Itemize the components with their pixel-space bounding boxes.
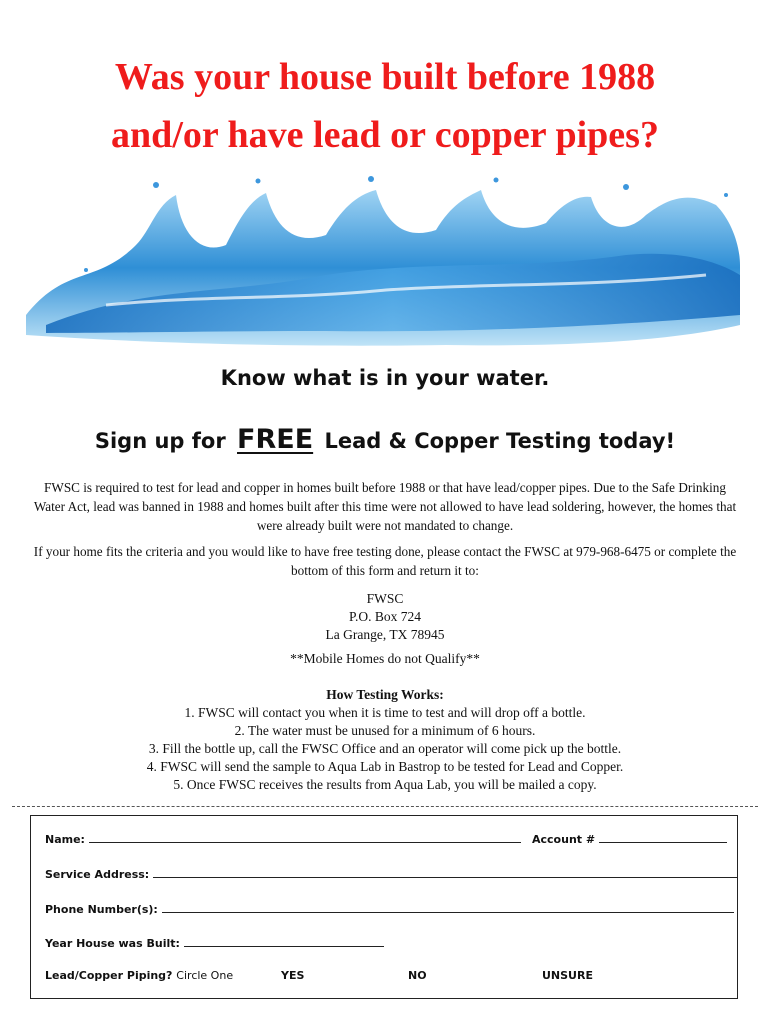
phone-field[interactable]	[162, 902, 734, 913]
mobile-homes-note: **Mobile Homes do not Qualify**	[290, 651, 480, 666]
option-no[interactable]: NO	[408, 969, 427, 982]
option-yes[interactable]: YES	[281, 969, 305, 982]
address-line-3: La Grange, TX 78945	[325, 627, 445, 642]
signup-after: Lead & Copper Testing today!	[324, 429, 676, 453]
signup-before: Sign up for	[94, 429, 226, 453]
droplet	[724, 193, 728, 197]
droplet	[494, 178, 499, 183]
year-field[interactable]	[184, 936, 384, 947]
how-testing-title: How Testing Works:	[326, 687, 444, 702]
account-label: Account #	[532, 833, 596, 846]
free-label: FREE	[237, 424, 314, 455]
service-address-row	[45, 867, 737, 881]
name-label: Name:	[45, 833, 85, 846]
step-item: 4. FWSC will send the sample to Aqua Lab in Bastrop to be tested for Lead and Copper.	[146, 759, 624, 774]
droplet	[153, 182, 159, 188]
address-line-1: FWSC	[366, 591, 404, 606]
year-row	[45, 936, 384, 950]
step-item: 1. FWSC will contact you when it is time to test and will drop off a bottle.	[184, 705, 586, 720]
step-item: 5. Once FWSC receives the results from Aqua Lab, you will be mailed a copy.	[173, 777, 597, 792]
phone-row	[45, 902, 734, 916]
step-item: 2. The water must be unused for a minimum of 6 hours.	[234, 723, 536, 738]
piping-row	[45, 969, 233, 982]
know-water-heading: Know what is in your water.	[220, 366, 550, 390]
cut-line	[12, 806, 758, 807]
phone-label: Phone Number(s):	[45, 903, 158, 916]
address-line-2: P.O. Box 724	[348, 609, 421, 624]
service-address-field[interactable]	[153, 867, 737, 878]
water-splash-image	[26, 175, 740, 353]
how-testing-works	[0, 686, 770, 794]
option-unsure[interactable]: UNSURE	[542, 969, 593, 982]
name-field[interactable]	[89, 832, 521, 843]
headline-line-2: and/or have lead or copper pipes?	[111, 114, 659, 156]
service-address-label: Service Address:	[45, 868, 150, 881]
step-item: 3. Fill the bottle up, call the FWSC Office and an operator will come pick up the bottle.	[148, 741, 622, 756]
headline	[0, 48, 770, 164]
signup-form	[30, 815, 738, 999]
contact-paragraph: If your home fits the criteria and you would like to have free testing done, please contact the FWSC at 979-968-6475 or complete the bottom of this form and return it to:	[33, 544, 737, 578]
account-row	[532, 832, 727, 846]
year-label: Year House was Built:	[45, 937, 180, 950]
mailing-address	[0, 590, 770, 644]
droplet	[623, 184, 629, 190]
headline-line-1: Was your house built before 1988	[114, 56, 656, 98]
name-row	[45, 832, 521, 846]
piping-hint: Circle One	[176, 969, 234, 982]
requirement-paragraph: FWSC is required to test for lead and copper in homes built before 1988 or that have lead/copper pipes. Due to the Safe Drinking Water Act, lead was banned in 1988 and homes built after this time were not allowed to have lead soldering, however, the homes that were already built were not mandated to change.	[33, 480, 737, 533]
piping-label: Lead/Copper Piping?	[45, 969, 173, 982]
signup-heading	[0, 424, 770, 455]
droplet	[256, 179, 261, 184]
droplet	[84, 268, 88, 272]
account-field[interactable]	[599, 832, 727, 843]
droplet	[368, 176, 374, 182]
